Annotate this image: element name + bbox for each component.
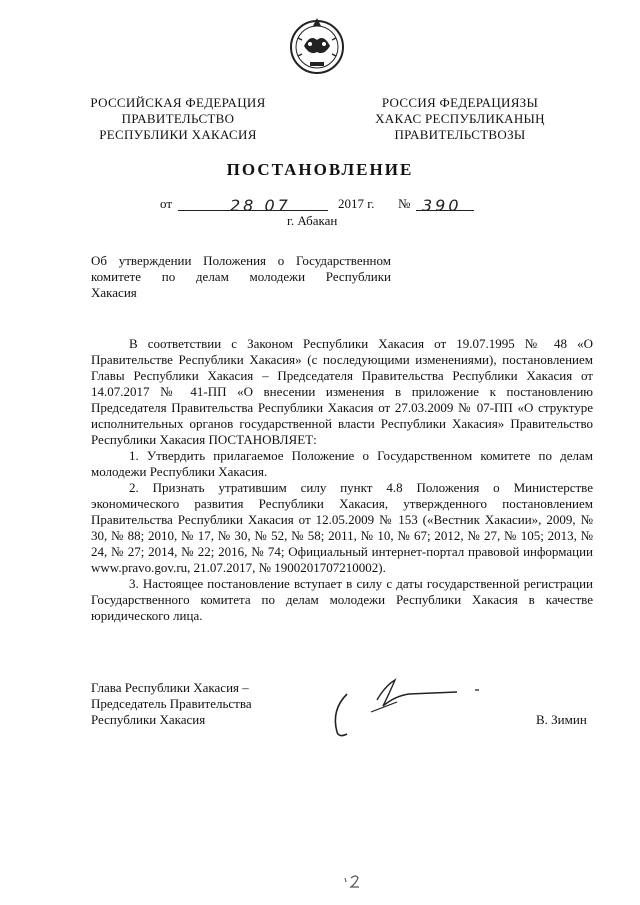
header-left-line: РЕСПУБЛИКИ ХАКАСИЯ [99, 127, 257, 142]
subject-block [91, 253, 391, 301]
coat-of-arms-emblem [288, 16, 346, 76]
handwritten-signature [325, 672, 495, 742]
header-right-line: РОССИЯ ФЕДЕРАЦИЯЗЫ [381, 95, 539, 110]
handwritten-date: 28 07 [230, 196, 291, 215]
item-2-paragraph: 2. Признать утратившим силу пункт 4.8 Положения о Министерстве экономического развития Республики Хакасия, утвержденного постановлением Правительства Республики Хакасия от 12.05.2009 № 153 («Вестник Хакасии», 2009, № 30, № 88; 2010, № 17, № 30, № 52, № 58; 2011, № 10, № 67; 2012, № 27, № 105; 2013, № 24, № 27; 2014, № 22; 2016, № 74; Официальный интернет-портал правовой информации www.pravo.gov.ru, 21.07.2017, № 1900201707210002). [91, 480, 593, 575]
item-1-paragraph: 1. Утвердить прилагаемое Положение о Государственном комитете по делам молодежи Республики Хакасия. [91, 448, 593, 479]
document-title: ПОСТАНОВЛЕНИЕ [226, 160, 414, 179]
date-year: 2017 г. [338, 196, 375, 211]
signatory-position-line: Председатель Правительства [91, 696, 252, 711]
header-left-line: РОССИЙСКАЯ ФЕДЕРАЦИЯ [90, 95, 266, 110]
preamble-paragraph: В соответствии с Законом Республики Хакасия от 19.07.1995 № 48 «О Правительстве Республики Хакасия» (с последующими изменениями), постановлением Главы Республики Хакасия – Председателя Правительства Республики Хакасия от 14.07.2017 № 41-ПП «О внесении изменения в приложение к постановлению Председателя Правительства Республики Хакасия от 27.03.2009 № 07-ПП «О структуре исполнительных органов государственной власти Республики Хакасия» Правительство Республики Хакасия ПОСТАНОВЛЯЕТ: [91, 336, 593, 447]
signatory-position-line: Республики Хакасия [91, 712, 206, 727]
signatory-position [91, 680, 252, 728]
subject-line: Об утверждении Положения о Государственном [91, 253, 391, 268]
item-3-paragraph: 3. Настоящее постановление вступает в силу с даты государственной регистрации Государственного комитета по делам молодежи Республики Хакасия в качестве юридического лица. [91, 576, 593, 623]
page-number-mark [342, 872, 366, 892]
document-body [91, 336, 593, 624]
header-right-line: ПРАВИТЕЛЬСТВОЗЫ [394, 127, 526, 142]
header-left-block [58, 95, 298, 143]
subject-line: комитете по делам молодежи Республики [91, 269, 391, 284]
header-right-block [340, 95, 580, 143]
signatory-name: В. Зимин [536, 712, 587, 727]
subject-line: Хакасия [91, 285, 137, 300]
header-right-line: ХАКАС РЕСПУБЛИКАНЫҢ [375, 111, 545, 126]
number-sign: № [398, 196, 411, 211]
city-label: г. Абакан [287, 213, 338, 228]
handwritten-number: 390 [422, 196, 462, 215]
header-left-line: ПРАВИТЕЛЬСТВО [121, 111, 235, 126]
date-line [160, 196, 490, 214]
date-prefix: от [160, 196, 173, 211]
signatory-position-line: Глава Республики Хакасия – [91, 680, 249, 695]
